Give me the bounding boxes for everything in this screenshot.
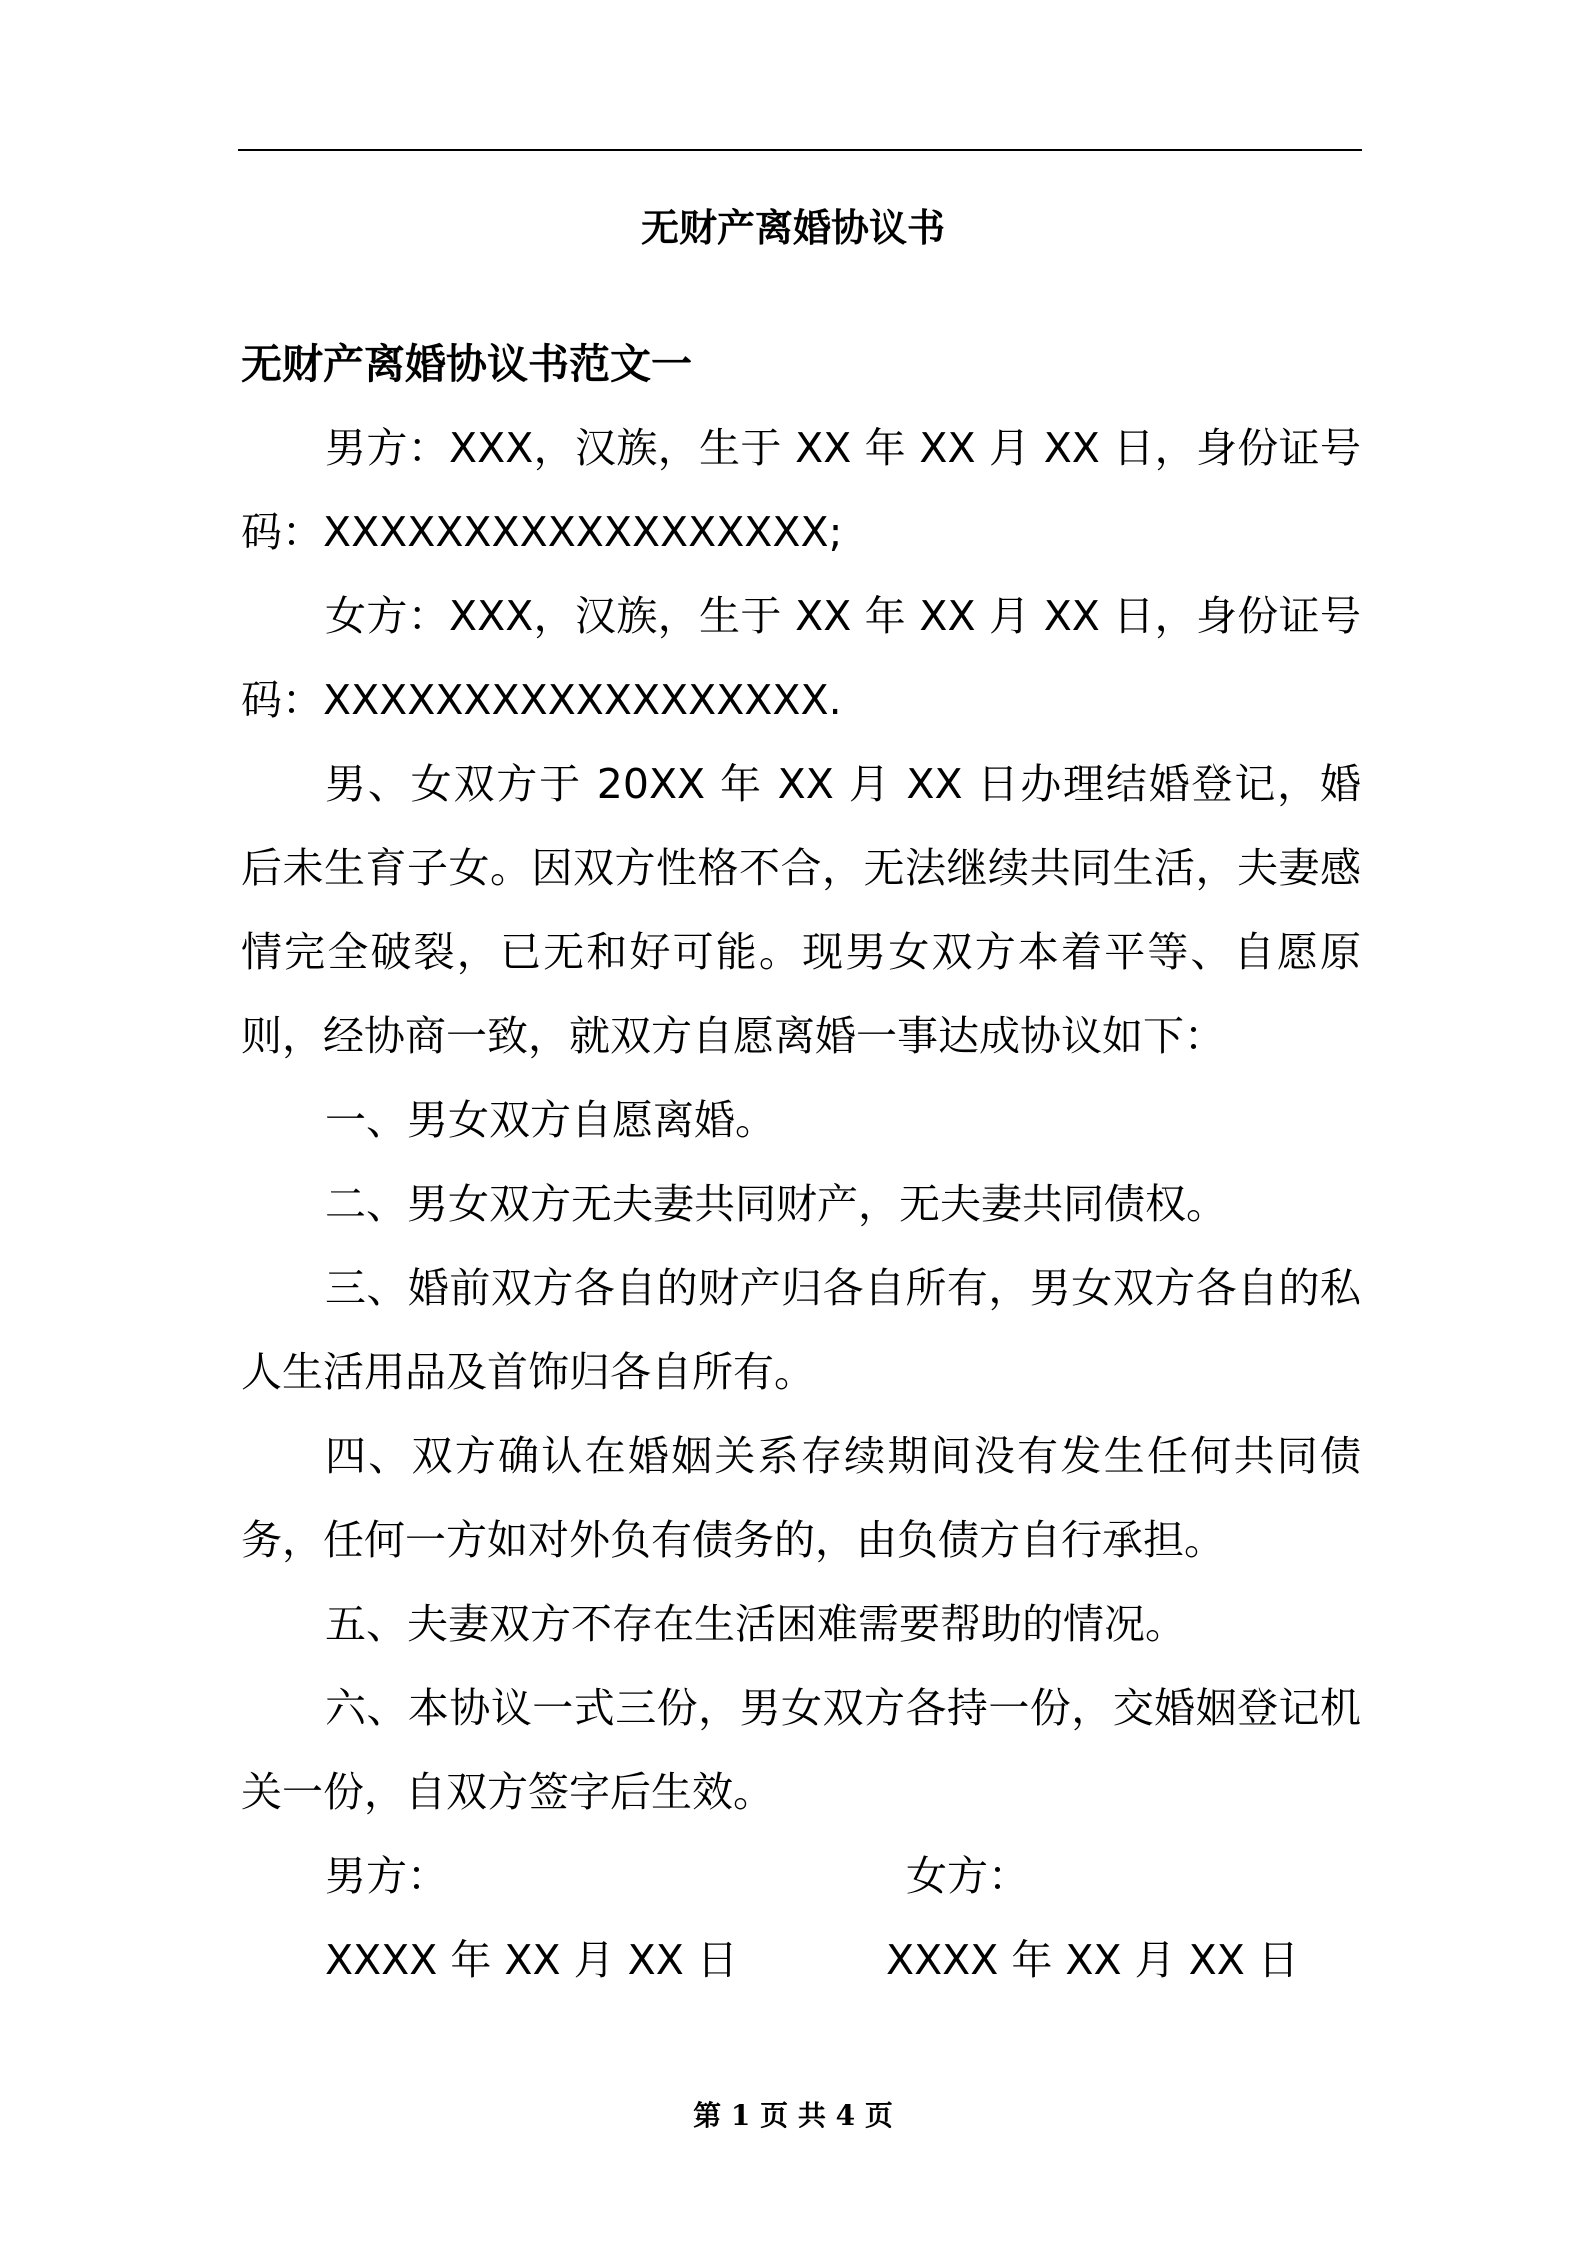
header-rule [238, 149, 1362, 151]
female-signature-date: XXXX 年 XX 月 XX 日 [886, 1936, 1299, 1984]
clause-6: 六、本协议一式三份，男女双方各持一份，交婚姻登记机关一份，自双方签字后生效。 [241, 1684, 1361, 1816]
signature-row [241, 1834, 1361, 1918]
paragraph-male-party: 男方：XXX，汉族，生于 XX 年 XX 月 XX 日，身份证号码：XXXXXXXXXXXXXXXXXX; [241, 424, 1361, 556]
document-body [241, 322, 1361, 2002]
clause-2: 二、男女双方无夫妻共同财产，无夫妻共同债权。 [325, 1180, 1227, 1228]
document-subtitle: 无财产离婚协议书范文一 [241, 340, 692, 388]
clause-1: 一、男女双方自愿离婚。 [325, 1096, 776, 1144]
male-signature-date: XXXX 年 XX 月 XX 日 [325, 1936, 738, 1984]
paragraph-background: 男、女双方于 20XX 年 XX 月 XX 日办理结婚登记，婚后未生育子女。因双方性格不合，无法继续共同生活，夫妻感情完全破裂，已无和好可能。现男女双方本着平等、自愿原则，经协商一致，就双方自愿离婚一事达成协议如下： [241, 760, 1361, 1060]
signature-date-row [241, 1918, 1361, 2002]
page-number-footer: 第 1 页 共 4 页 [693, 2099, 893, 2132]
male-signature-label: 男方： [325, 1852, 448, 1900]
female-signature-label: 女方： [906, 1852, 1029, 1900]
paragraph-female-party: 女方：XXX，汉族，生于 XX 年 XX 月 XX 日，身份证号码：XXXXXXXXXXXXXXXXXX. [241, 592, 1361, 724]
clause-3: 三、婚前双方各自的财产归各自所有，男女双方各自的私人生活用品及首饰归各自所有。 [241, 1264, 1361, 1396]
clause-4: 四、双方确认在婚姻关系存续期间没有发生任何共同债务，任何一方如对外负有债务的，由负债方自行承担。 [241, 1432, 1361, 1564]
clause-5: 五、夫妻双方不存在生活困难需要帮助的情况。 [325, 1600, 1186, 1648]
document-title: 无财产离婚协议书 [640, 206, 945, 250]
